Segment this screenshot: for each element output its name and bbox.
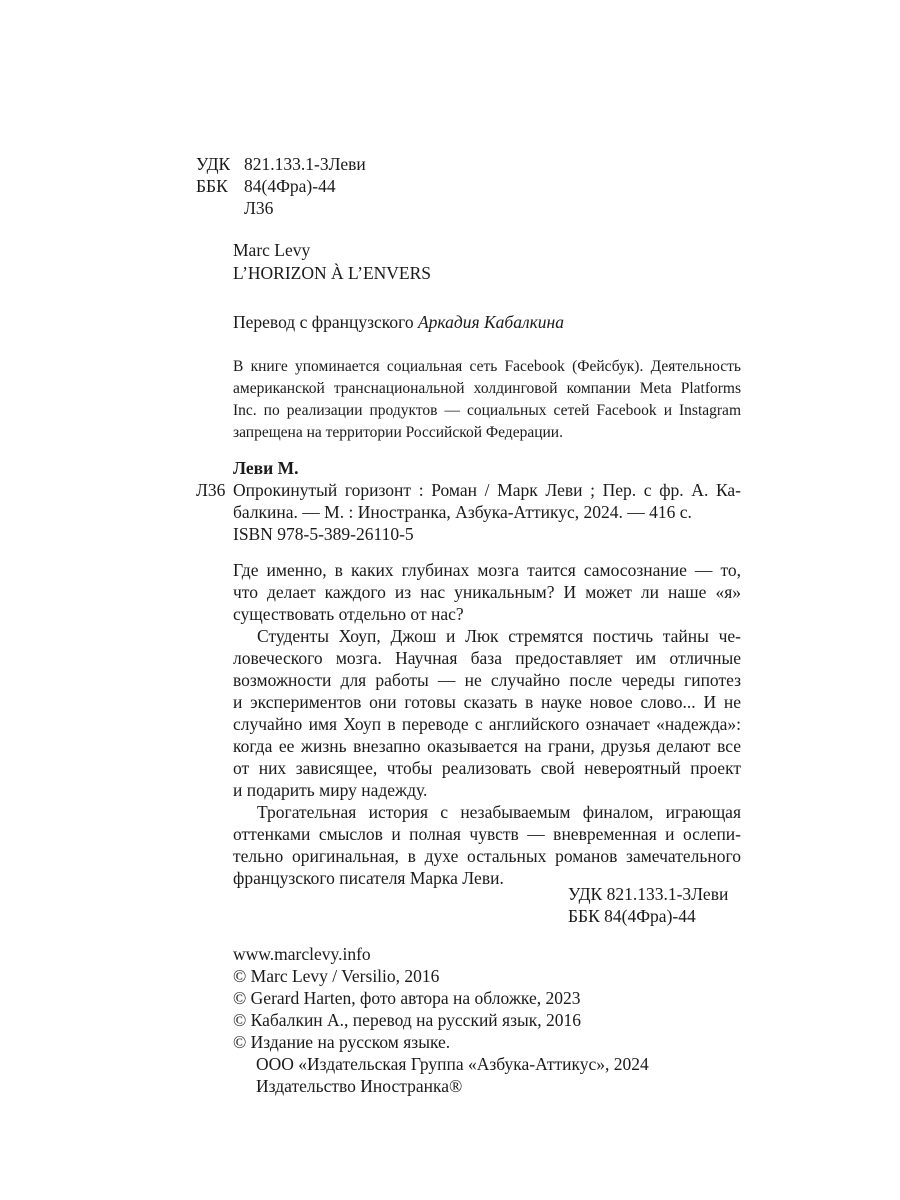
annotation-line: Студенты Хоуп, Джош и Люк стремятся постичь тайны че- [257, 626, 741, 646]
annotation-line: оттенками смыслов и полная чувств — вневременная и ослепи- [233, 824, 741, 844]
notice-line: В книге упоминается социальная сеть Facebook (Фейсбук). Деятельность [233, 358, 741, 375]
original-author: Marc Levy [233, 240, 311, 260]
annotation-line: случайно имя Хоуп в переводе с английского означает «надежда»: [233, 714, 741, 734]
catalog-line: Опрокинутый горизонт : Роман / Марк Леви ; Пер. с фр. А. Ка- [233, 480, 741, 500]
copyright-continuation: Издательство Иностранка® [256, 1076, 463, 1096]
annotation-line: тельно оригинальная, в духе остальных романов замечательного [233, 846, 741, 866]
translator-name: Аркадия Кабалкина [417, 312, 564, 332]
annotation-line: от них зависящее, чтобы реализовать свой невероятный проект [233, 758, 741, 778]
notice-line: Inc. по реализации продуктов — социальных сетей Facebook и Instagram [233, 402, 741, 419]
translation-prefix: Перевод с французского [233, 312, 414, 332]
annotation-line: что делает каждого из нас уникальным? И может ли наше «я» [233, 582, 741, 602]
annotation-line: Трогательная история с незабываемым финалом, играющая [257, 802, 741, 822]
annotation-line: французского писателя Марка Леви. [233, 868, 504, 888]
author-website: www.marclevy.info [233, 944, 371, 964]
copyright-line: © Gerard Harten, фото автора на обложке, 2023 [233, 988, 581, 1008]
isbn-line: ISBN 978-5-389-26110-5 [233, 524, 414, 544]
copyright-line: © Издание на русском языке. [233, 1032, 451, 1052]
catalog-line: балкина. — М. : Иностранка, Азбука-Аттикус, 2024. — 416 с. [233, 502, 692, 522]
annotation-udk: УДК 821.133.1-3Леви [568, 884, 729, 904]
annotation-line: и экспериментов они готовы сказать в науке новое слово... И не [233, 692, 741, 712]
author-mark: Л36 [244, 198, 274, 218]
catalog-heading: Леви М. [233, 458, 299, 478]
annotation-line: ловеческого мозга. Научная база предоставляет им отличные [233, 648, 741, 668]
translation-line [233, 311, 564, 333]
notice-line: запрещена на территории Российской Федерации. [233, 424, 563, 441]
bbk-label: ББК [196, 176, 228, 196]
copyright-line: © Marc Levy / Versilio, 2016 [233, 966, 440, 986]
copyright-line: © Кабалкин А., перевод на русский язык, 2016 [233, 1010, 582, 1030]
annotation-line: Где именно, в каких глубинах мозга таится самосознание — то, [233, 560, 741, 580]
annotation-line: когда ее жизнь внезапно оказывается на грани, друзья делают все [233, 736, 741, 756]
udk-label: УДК [196, 154, 231, 174]
copyright-continuation: ООО «Издательская Группа «Азбука-Аттикус», 2024 [256, 1054, 649, 1074]
annotation-line: возможности для работы — не случайно после череды гипотез [233, 670, 741, 690]
annotation-line: существовать отдельно от нас? [233, 604, 464, 624]
catalog-mark: Л36 [196, 480, 226, 500]
udk-value: 821.133.1-3Леви [244, 154, 366, 174]
annotation-line: и подарить миру надежду. [233, 780, 428, 800]
bbk-value: 84(4Фра)-44 [244, 176, 336, 196]
notice-line: американской транснациональной холдинговой компании Meta Platforms [233, 380, 741, 397]
annotation-bbk: ББК 84(4Фра)-44 [568, 906, 696, 926]
original-title: L’HORIZON À L’ENVERS [233, 263, 432, 283]
